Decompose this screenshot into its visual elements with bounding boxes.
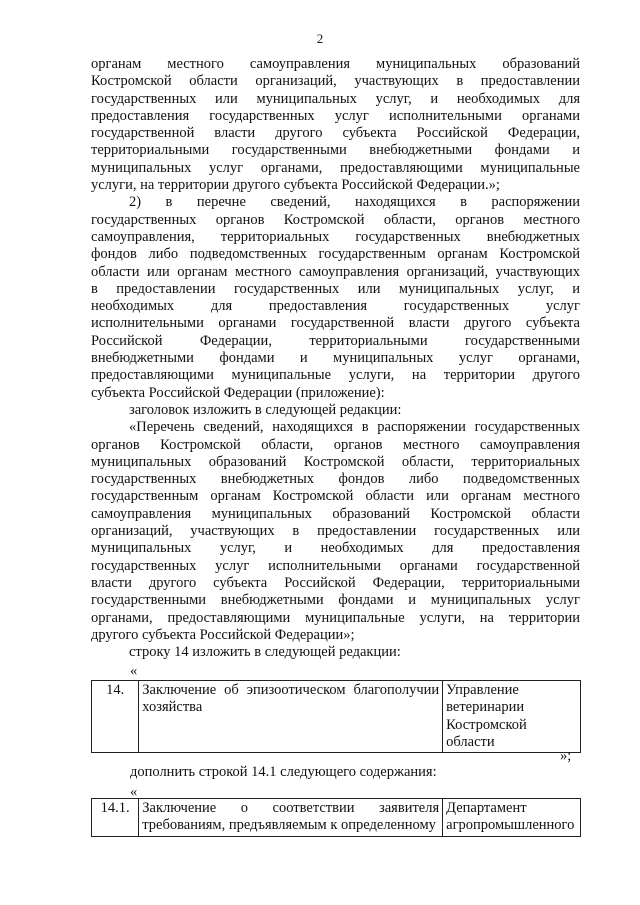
text-line: власти другого субъекта Российской Федерации, территориальными [91, 574, 580, 591]
text-line: услуги, на территории другого субъекта Российской Федерации.»; [91, 177, 500, 194]
text-line: органов Костромской области, органов местного самоуправления [91, 436, 580, 453]
text-line: государственных услуг исполнительными органами государственной [91, 557, 580, 574]
text-line: государственных или муниципальных услуг, и необходимых для [91, 90, 580, 107]
row-description: Заключение об эпизоотическом благополучии хозяйства [139, 681, 443, 753]
text-line: государственным органам Костромской области или органам местного [91, 488, 580, 505]
text-line: предоставления государственных услуг исполнительными органами [91, 107, 580, 124]
text-line: органами, предоставляющими муниципальные услуги, на территории [91, 609, 580, 626]
table-row-14-1 [91, 798, 581, 837]
text-line: внебюджетными фондами и муниципальных услуг органами, [91, 350, 580, 367]
text-line: другого субъекта Российской Федерации»; [91, 626, 355, 643]
table-row [92, 681, 581, 753]
row-number: 14.1. [92, 799, 139, 837]
text-line: субъекта Российской Федерации (приложение): [91, 384, 385, 401]
text-line: территориальными государственными внебюджетными фондами и [91, 142, 580, 159]
row-organization: Управление ветеринарии Костромской области [443, 681, 581, 753]
close-quote-mark: »; [560, 748, 572, 764]
text-line: муниципальных услуг органами, предоставляющими муниципальные [91, 159, 580, 176]
text-line: исполнительными органами государственной власти другого субъекта [91, 315, 580, 332]
text-line: необходимых для предоставления государственных услуг [91, 298, 580, 315]
text-line: муниципальных услуг, и необходимых для предоставления [91, 540, 580, 557]
text-line: «Перечень сведений, находящихся в распоряжении государственных [129, 419, 580, 436]
row-description: Заключение о соответствии заявителя требованиям, предъявляемым к определенному [139, 799, 443, 837]
paragraph-item-2 [91, 194, 580, 402]
paragraph-quoted-title [91, 419, 580, 644]
text-line: государственных внебюджетных фондов либо подведомственных [91, 471, 580, 488]
page-number: 2 [316, 31, 324, 46]
text-line: государственными внебюджетными фондами и муниципальных услуг [91, 592, 580, 609]
text-line: муниципальных образований Костромской области, территориальных [91, 453, 580, 470]
text-line: государственной власти другого субъекта Российской Федерации, [91, 125, 580, 142]
text-line: области или органам местного самоуправления организаций, участвующих [91, 263, 580, 280]
table-row-14 [91, 680, 581, 753]
text-line: самоуправления, территориальных государственных внебюджетных [91, 228, 580, 245]
table-row [92, 799, 581, 837]
paragraph-continuation [91, 56, 580, 194]
text-line: организаций, участвующих в предоставлении государственных или [91, 523, 580, 540]
open-quote-mark: « [130, 663, 138, 679]
row-organization: Департамент агропромышленного [443, 799, 581, 837]
text-line: Российской Федерации, территориальными государственными [91, 332, 580, 349]
text-line: фондов либо подведомственных государственным органам Костромской [91, 246, 580, 263]
open-quote-mark-2: « [130, 784, 138, 800]
text-line: в предоставлении государственных или муниципальных услуг, и [91, 280, 580, 297]
text-line: органам местного самоуправления муниципальных образований [91, 56, 580, 72]
text-line: 2) в перечне сведений, находящихся в распоряжении [129, 194, 580, 211]
text-line: Костромской области организаций, участвующих в предоставлении [91, 73, 580, 90]
row-number: 14. [92, 681, 139, 753]
paragraph-row14-instruction: строку 14 изложить в следующей редакции: [129, 644, 401, 661]
paragraph-heading-instruction: заголовок изложить в следующей редакции: [129, 401, 402, 418]
document-body [91, 56, 580, 661]
text-line: самоуправления муниципальных образований Костромской области [91, 505, 580, 522]
text-line: предоставляющими муниципальные услуги, на территории другого [91, 367, 580, 384]
text-line: государственных органов Костромской области, органов местного [91, 211, 580, 228]
paragraph-add-row-instruction: дополнить строкой 14.1 следующего содержания: [130, 764, 437, 780]
